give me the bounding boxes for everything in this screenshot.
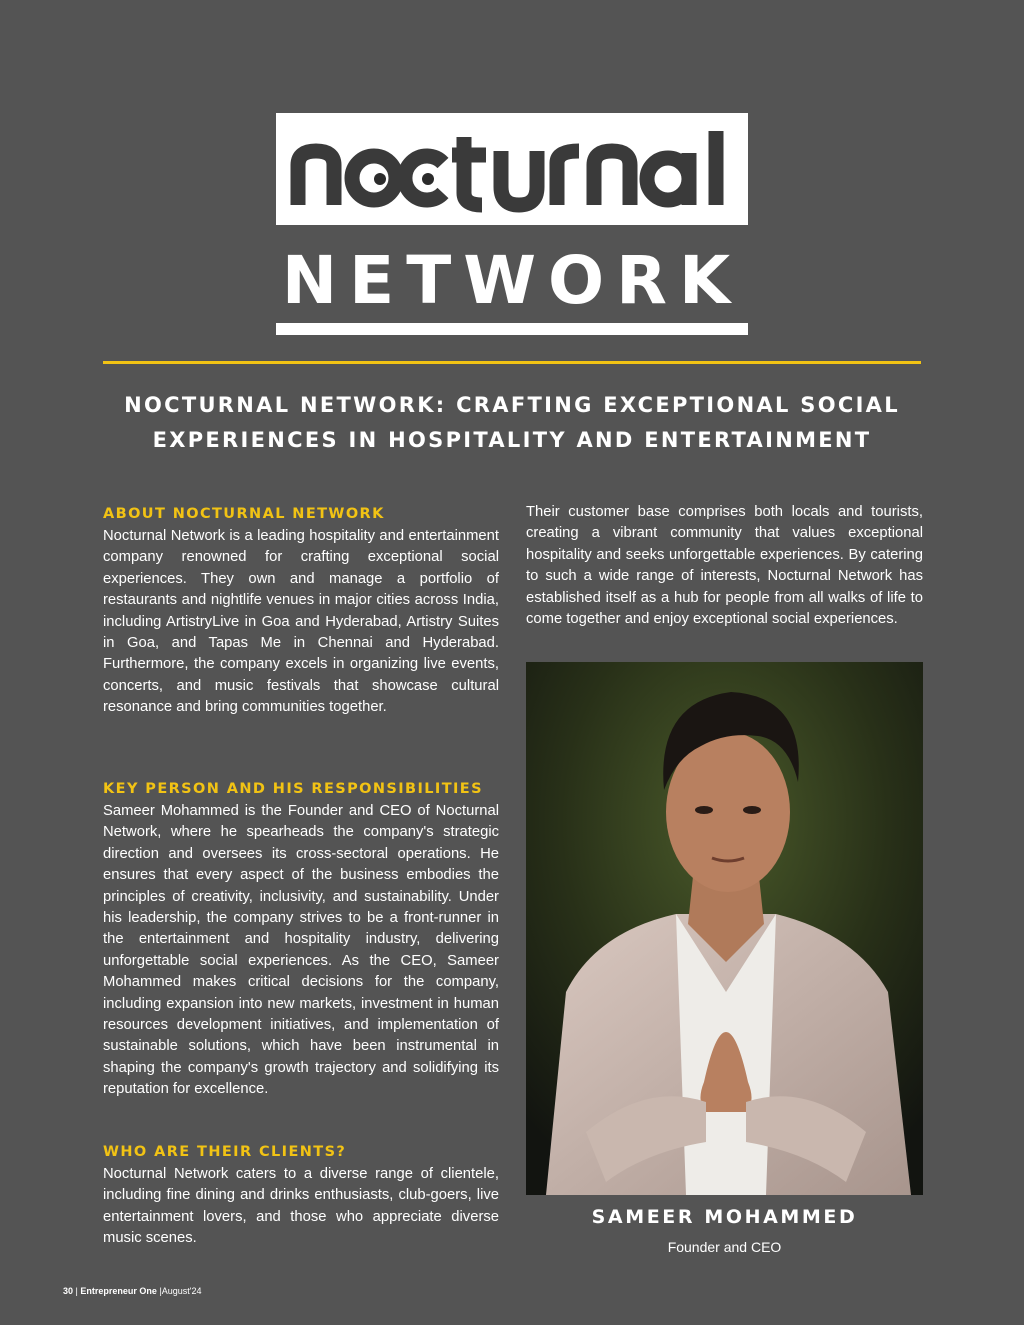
headline-line-1: NOCTURNAL NETWORK: CRAFTING EXCEPTIONAL SOCIAL xyxy=(124,393,900,417)
key-person-section xyxy=(103,777,499,1101)
issue-date: August'24 xyxy=(161,1286,202,1296)
portrait-name: SAMEER MOHAMMED xyxy=(591,1206,858,1228)
clients-continued-section xyxy=(526,502,923,630)
logo-subtitle: NETWORK xyxy=(281,242,743,319)
about-section-body: Nocturnal Network is a leading hospitality and entertainment company renowned for crafting exceptional social experiences. They own and manage a portfolio of restaurants and nightlife venues in major cities across India, including ArtistryLive in Goa and Hyderabad, Artistry Suites in Goa, and Tapas Me in Chennai and Hyderabad. Furthermore, the company excels in organizing live events, concerts, and music festivals that showcase cultural resonance and bring communities together. xyxy=(103,528,499,716)
page-footer xyxy=(63,1286,202,1296)
yellow-divider xyxy=(103,361,921,364)
article-headline xyxy=(103,388,921,458)
clients-section-body: Nocturnal Network caters to a diverse range of clientele, including fine dining and drinks enthusiasts, club-goers, live entertainment lovers, and those who appreciate diverse music scenes. xyxy=(103,1166,499,1247)
about-section-title: ABOUT NOCTURNAL NETWORK xyxy=(103,506,385,522)
page-number: 30 xyxy=(63,1286,74,1296)
logo-graphic xyxy=(276,113,748,335)
footer-separator-2: | xyxy=(159,1286,162,1296)
clients-continued-body: Their customer base comprises both locals and tourists, creating a vibrant community that values exceptional hospitality and seeks unforgettable experiences. By catering to such a wide range of interests, Nocturnal Network has established itself as a hub for people from all walks of life to come together and enjoy exceptional social experiences. xyxy=(526,504,923,628)
about-section xyxy=(103,502,499,719)
logo-underline xyxy=(276,323,748,335)
key-person-section-title: KEY PERSON AND HIS RESPONSIBILITIES xyxy=(103,781,483,797)
portrait-photo xyxy=(526,662,923,1195)
footer-separator-1: | xyxy=(75,1286,78,1296)
nocturnal-network-logo xyxy=(276,113,748,335)
clients-section-title: WHO ARE THEIR CLIENTS? xyxy=(103,1144,347,1160)
key-person-section-body: Sameer Mohammed is the Founder and CEO of Nocturnal Network, where he spearheads the company's strategic direction and oversees its cross-sectoral operations. He ensures that every aspect of the business embodies the principles of creativity, inclusivity, and sustainability. Under his leadership, the company strives to be a front-runner in the entertainment and hospitality industry, delivering unforgettable social experiences. As the CEO, Sameer Mohammed makes critical decisions for the company, including expansion into new markets, investment in human resources development initiatives, and implementation of sustainable solutions, which have been instrumental in shaping the company's growth trajectory and solidifying its reputation for excellence. xyxy=(103,803,499,1098)
publication-name: Entrepreneur One xyxy=(80,1286,157,1296)
headline-line-2: EXPERIENCES IN HOSPITALITY AND ENTERTAINMENT xyxy=(152,428,872,452)
clients-section xyxy=(103,1140,499,1250)
portrait-illustration xyxy=(526,662,923,1195)
portrait-role: Founder and CEO xyxy=(667,1239,782,1255)
